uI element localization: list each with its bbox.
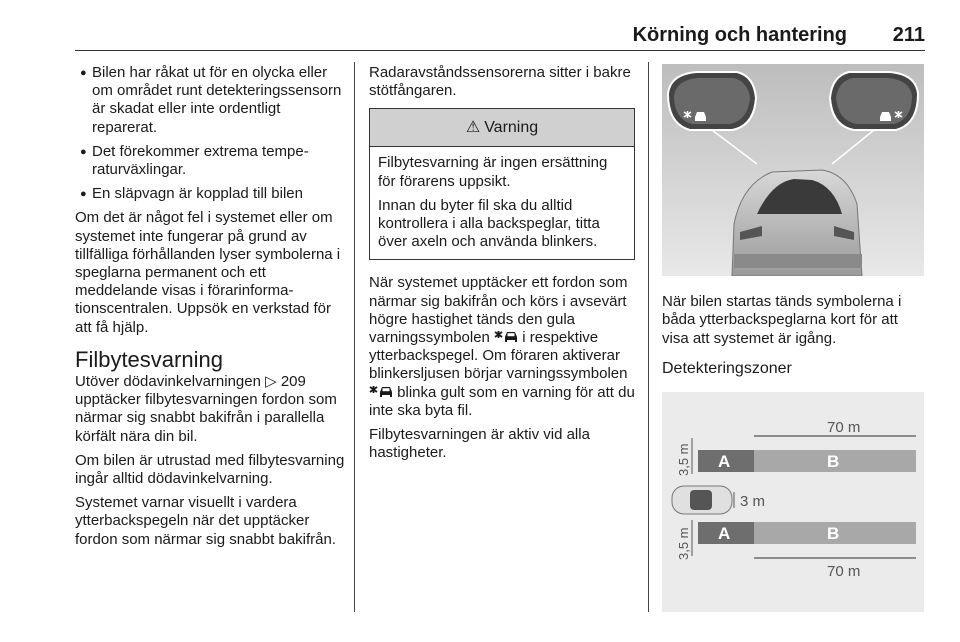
detect-paragraph bbox=[369, 274, 635, 420]
lane-warning-symbol-icon bbox=[494, 330, 518, 344]
column-2 bbox=[369, 64, 635, 468]
warning-box bbox=[369, 108, 635, 260]
start-paragraph: När bilen startas tänds symbolerna i båda ytterbackspeglarna kort för att visa att systemet är igång. bbox=[662, 293, 902, 347]
own-car bbox=[672, 486, 732, 514]
page-header bbox=[75, 22, 925, 51]
intro-text: Utöver dödavinkelvarningen bbox=[75, 373, 261, 391]
column-divider bbox=[354, 62, 355, 612]
car-rear bbox=[732, 170, 862, 276]
visual-paragraph: Systemet varnar visuellt i vardera ytterbackspegeln när det upptäcker fordon som närmar sig snabbt bakifrån. bbox=[75, 494, 336, 548]
detect-text-cont: i respektive ytterbackspegel. Om föraren aktiverar blinkersljusen börjar varningssymbolen bbox=[369, 329, 628, 383]
warning-title: Varning bbox=[484, 118, 539, 136]
page-ref-arrow-icon: ▷ bbox=[265, 373, 277, 391]
detect-text-end: blinka gult som en varning för att du inte ska byta fil. bbox=[369, 383, 635, 419]
zone-a-bottom-label: A bbox=[718, 524, 731, 544]
page-ref-link[interactable]: 209 bbox=[280, 373, 306, 391]
section-title: Körning och hantering bbox=[632, 24, 847, 46]
list-item: ● Bilen har råkat ut för en olycka eller om området runt detekteringssensorn är skadat eller inte ordentligt reparerat. bbox=[75, 64, 349, 137]
warning-body bbox=[370, 147, 634, 259]
zone-a-top-label: A bbox=[718, 452, 731, 472]
intro-text-cont: upptäcker filbytesvarningen fordon som närmar sig snabbt bakifrån i parallella körfält nära din bil. bbox=[75, 391, 337, 445]
zone-b-bottom-label: B bbox=[827, 524, 840, 544]
intro-paragraph bbox=[75, 373, 349, 446]
fault-paragraph: Om det är något fel i systemet eller om systemet inte fungerar på grund av tillfälliga förhållanden lyser symbolerna i speglarna permanent och ett meddelande visas i förarinformationscentralen. Uppsök en verkstad för att få hjälp. bbox=[75, 209, 341, 336]
warning-header bbox=[370, 109, 634, 147]
list-item: ● Det förekommer extrema temperaturväxlingar. bbox=[75, 143, 349, 179]
bottom-length-label: 70 m bbox=[827, 563, 861, 581]
detect-text: När systemet upptäcker ett fordon som närmar sig bakifrån och körs i avsevärt högre hastighet tänds den gula varningssymbolen bbox=[369, 274, 628, 347]
section-heading: Filbytesvarning bbox=[75, 346, 223, 372]
column-3 bbox=[662, 64, 924, 617]
lane-width-label-bottom: 3,5 m bbox=[676, 527, 691, 561]
top-length-label: 70 m bbox=[827, 419, 861, 437]
detection-zones-diagram bbox=[662, 392, 924, 612]
column-1 bbox=[75, 64, 349, 555]
condition-list bbox=[75, 64, 349, 203]
lane-width-label-top: 3,5 m bbox=[676, 443, 691, 477]
warning-text: Filbytesvarning är ingen ersättning för förarens uppsikt. bbox=[378, 154, 608, 190]
zones-heading: Detekteringszoner bbox=[662, 359, 792, 377]
zone-b-top-label: B bbox=[827, 452, 840, 472]
sensors-paragraph: Radaravståndssensorerna sitter i bakre stötfångaren. bbox=[369, 64, 631, 100]
list-item: ● En släpvagn är kopplad till bilen bbox=[75, 185, 349, 203]
lane-warning-symbol-icon bbox=[369, 385, 393, 399]
mirror-illustration bbox=[662, 64, 924, 276]
active-paragraph: Filbytesvarningen är aktiv vid alla hastigheter. bbox=[369, 426, 590, 462]
gap-label: 3 m bbox=[740, 493, 766, 511]
page-number: 211 bbox=[892, 24, 925, 46]
warning-text: Innan du byter fil ska du alltid kontrollera i alla backspeglar, titta över axeln och använda blinkers. bbox=[378, 196, 600, 251]
column-divider bbox=[648, 62, 649, 612]
warning-triangle-icon: ⚠ bbox=[465, 118, 481, 136]
equipped-paragraph: Om bilen är utrustad med filbytesvarning ingår alltid dödavinkelvarning. bbox=[75, 451, 345, 488]
